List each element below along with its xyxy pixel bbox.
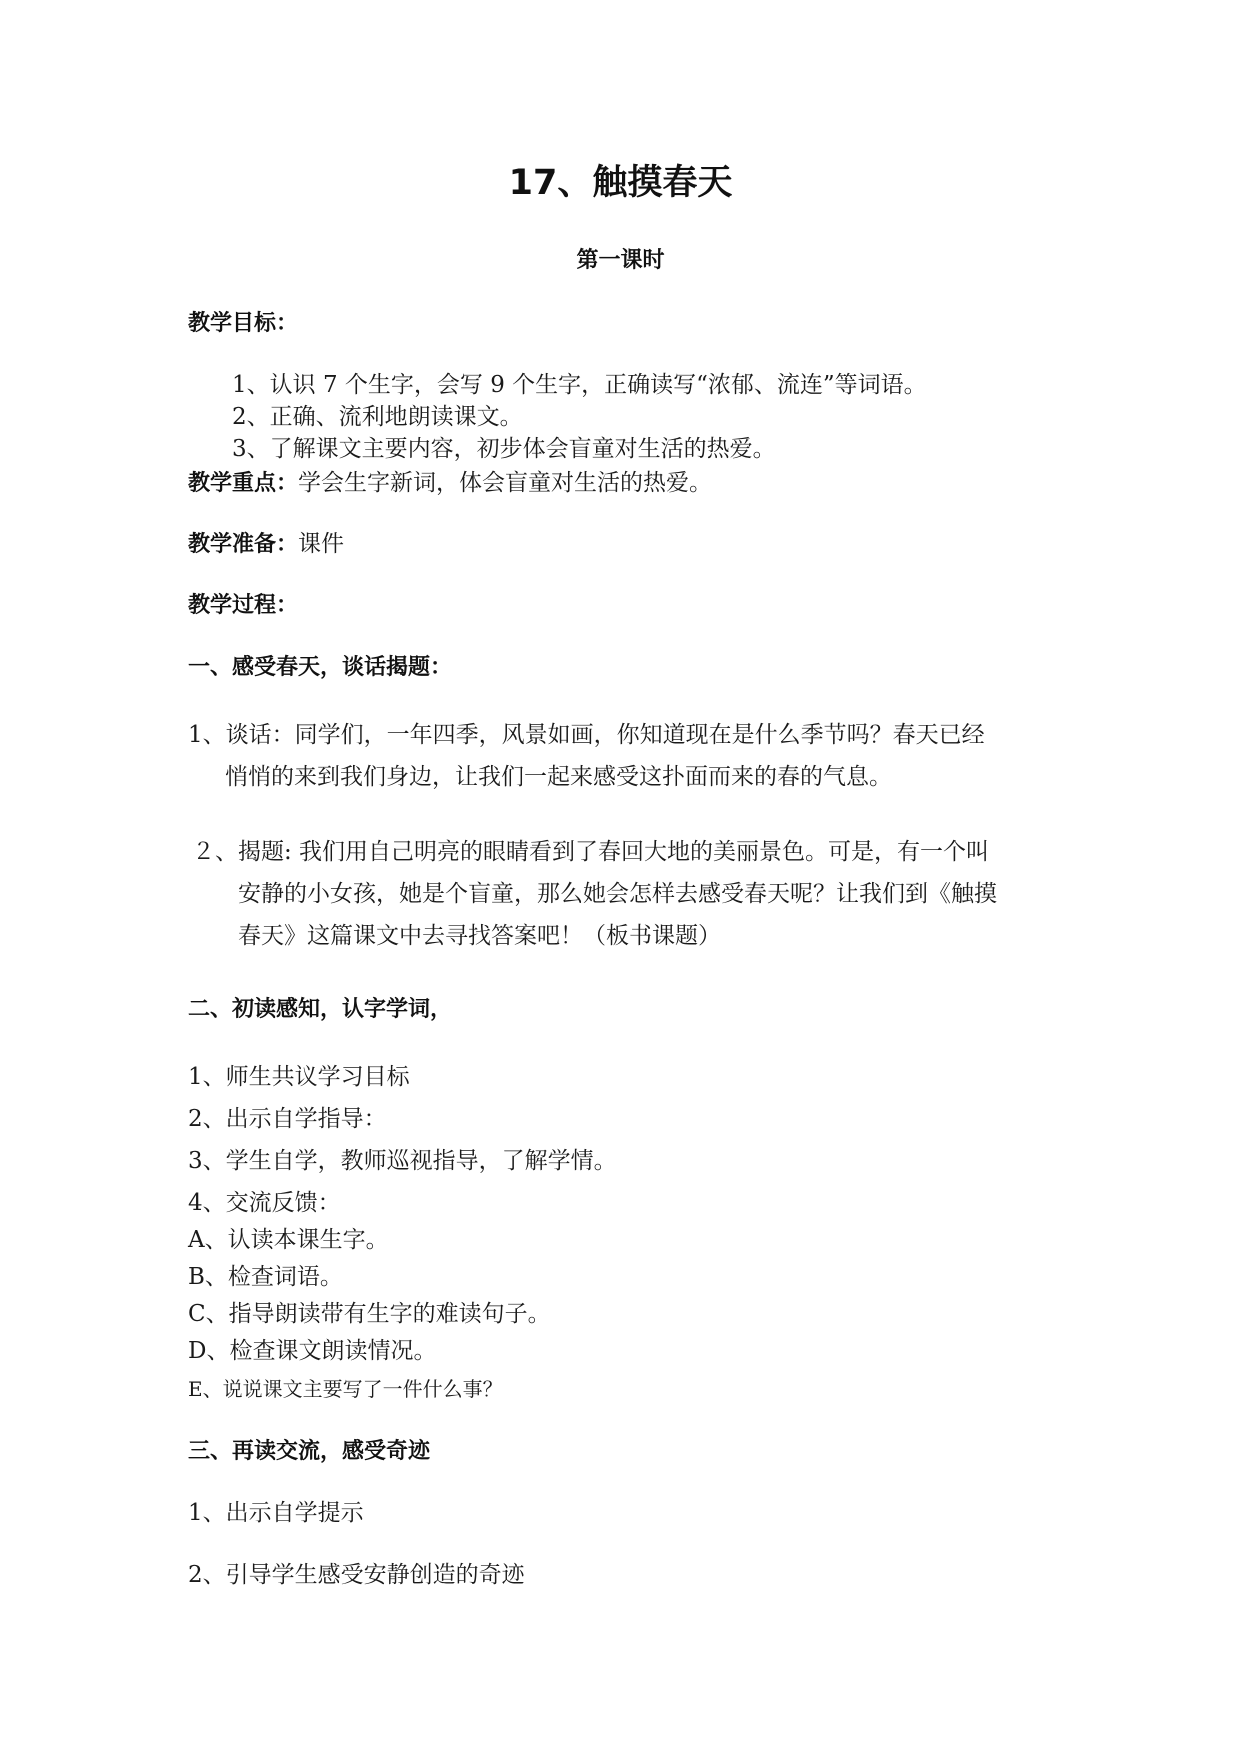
objective-item-3: 3、了解课文主要内容，初步体会盲童对生活的热爱。	[232, 436, 776, 462]
objective-item-2: 2、正确、流利地朗读课文。	[232, 404, 523, 430]
section-1-item-2-line-1: ２、揭题: 我们用自己明亮的眼睛看到了春回大地的美丽景色。可是，有一个叫	[192, 839, 990, 865]
objectives-label: 教学目标：	[188, 311, 299, 336]
section-1-item-1-line-2: 悄悄的来到我们身边，让我们一起来感受这扑面而来的春的气息。	[225, 764, 892, 790]
section-3-heading: 三、再读交流，感受奇迹	[188, 1439, 431, 1464]
lesson-period: 第一课时	[576, 248, 665, 273]
process-label: 教学过程：	[188, 593, 299, 618]
key-points-row	[188, 468, 712, 499]
section-2-item-4: 4、交流反馈：	[188, 1190, 341, 1216]
page-title: 17、触摸春天	[508, 163, 733, 203]
section-2-item-e: E、说说课文主要写了一件什么事？	[188, 1377, 503, 1401]
section-2-item-1: 1、师生共议学习目标	[188, 1064, 410, 1090]
section-1-heading: 一、感受春天，谈话揭题：	[188, 655, 453, 680]
section-2-item-d: D、检查课文朗读情况。	[188, 1338, 437, 1364]
section-1-item-1-line-1: 1、谈话：同学们，一年四季，风景如画，你知道现在是什么季节吗？春天已经	[188, 722, 985, 748]
section-2-heading: 二、初读感知，认字学词，	[188, 997, 453, 1022]
section-1-item-2-line-2: 安静的小女孩，她是个盲童，那么她会怎样去感受春天呢？让我们到《触摸	[238, 881, 997, 907]
section-3-item-1: 1、出示自学提示	[188, 1500, 364, 1526]
section-3-item-2: 2、引导学生感受安静创造的奇迹	[188, 1562, 525, 1588]
section-2-item-b: B、检查词语。	[188, 1264, 343, 1290]
preparation-row	[188, 529, 344, 560]
key-points-label: 教学重点：	[188, 471, 299, 496]
section-2-item-c: C、指导朗读带有生字的难读句子。	[188, 1301, 551, 1327]
preparation-label: 教学准备：	[188, 532, 299, 557]
preparation-text: 课件	[298, 531, 345, 557]
section-1-item-2-line-3: 春天》这篇课文中去寻找答案吧！（板书课题）	[238, 923, 721, 949]
section-2-item-3: 3、学生自学，教师巡视指导，了解学情。	[188, 1148, 617, 1174]
key-points-text: 学会生字新词，体会盲童对生活的热爱。	[298, 470, 713, 496]
section-2-item-2: 2、出示自学指导：	[188, 1106, 387, 1132]
section-2-item-a: A、认读本课生字。	[188, 1227, 389, 1253]
objective-item-1: 1、认识 7 个生字，会写 9 个生字，正确读写“浓郁、流连”等词语。	[232, 372, 927, 398]
